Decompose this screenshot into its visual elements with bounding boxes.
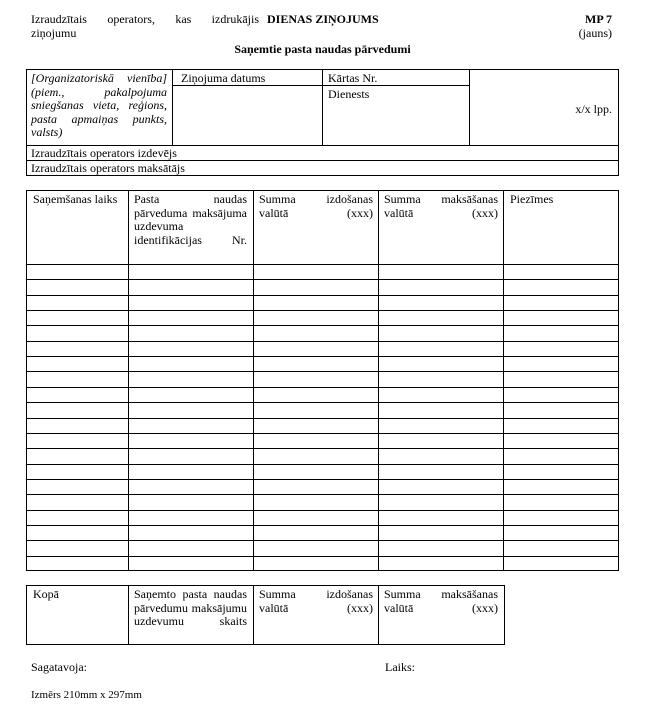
totals-pay-currency-sum-label: Summa maksāšanas valūtā (xxx)	[384, 587, 498, 615]
time-label: Laiks:	[385, 660, 415, 674]
header-operator-label: Izraudzītais operators, kas izdrukājis	[31, 12, 259, 26]
issuer-operator-label: Izraudzītais operators izdevējs	[31, 146, 177, 160]
table-row	[26, 341, 619, 342]
table-row	[26, 279, 619, 280]
totals-issue-currency-sum-label: Summa izdošanas valūtā (xxx)	[259, 587, 373, 615]
org-unit-label: [Organizatoriskā vienība] (piem., pakalpojuma sniegšanas vieta, reģions, pasta apmaiņas punkts, valsts)	[31, 71, 167, 139]
service-label: Dienests	[328, 87, 370, 101]
table-row	[26, 356, 619, 357]
column-header-received-time: Saņemšanas laiks	[33, 192, 118, 206]
table-row	[26, 371, 619, 372]
report-title: DIENAS ZIŅOJUMS	[267, 12, 379, 26]
form-status: (jauns)	[578, 26, 612, 40]
totals-label: Kopā	[33, 587, 59, 601]
form-code: MP 7	[585, 12, 612, 26]
table-row	[26, 448, 619, 449]
table-row	[26, 556, 619, 557]
column-header-transfer-id: Pasta naudas pārveduma maksājuma uzdevuma identifikācijas Nr.	[134, 192, 247, 247]
table-row	[26, 310, 619, 311]
transfers-table	[26, 190, 619, 571]
sequence-number-label: Kārtas Nr.	[328, 71, 378, 85]
payer-operator-label: Izraudzītais operators maksātājs	[31, 161, 185, 175]
column-header-issue-currency-sum: Summa izdošanas valūtā (xxx)	[259, 192, 373, 220]
report-date-label: Ziņojuma datums	[181, 71, 266, 85]
table-row	[26, 295, 619, 296]
column-header-notes: Piezīmes	[510, 192, 554, 206]
table-row	[26, 418, 619, 419]
table-row	[26, 525, 619, 526]
table-row	[26, 510, 619, 511]
page-count: x/x lpp.	[575, 102, 612, 116]
table-row	[26, 325, 619, 326]
header-operator-label-cont: ziņojumu	[31, 26, 77, 40]
table-row	[26, 540, 619, 541]
table-row	[26, 464, 619, 465]
table-row	[26, 402, 619, 403]
table-row	[26, 433, 619, 434]
page-size-note: Izmērs 210mm x 297mm	[31, 689, 142, 701]
table-row	[26, 479, 619, 480]
prepared-by-label: Sagatavoja:	[31, 660, 87, 674]
table-row	[26, 264, 619, 265]
report-subtitle: Saņemtie pasta naudas pārvedumi	[234, 42, 411, 56]
table-row	[26, 494, 619, 495]
column-header-pay-currency-sum: Summa maksāšanas valūtā (xxx)	[384, 192, 498, 220]
totals-transfer-count-label: Saņemto pasta naudas pārvedumu maksājumu uzdevumu skaits	[134, 587, 247, 628]
table-row	[26, 387, 619, 388]
